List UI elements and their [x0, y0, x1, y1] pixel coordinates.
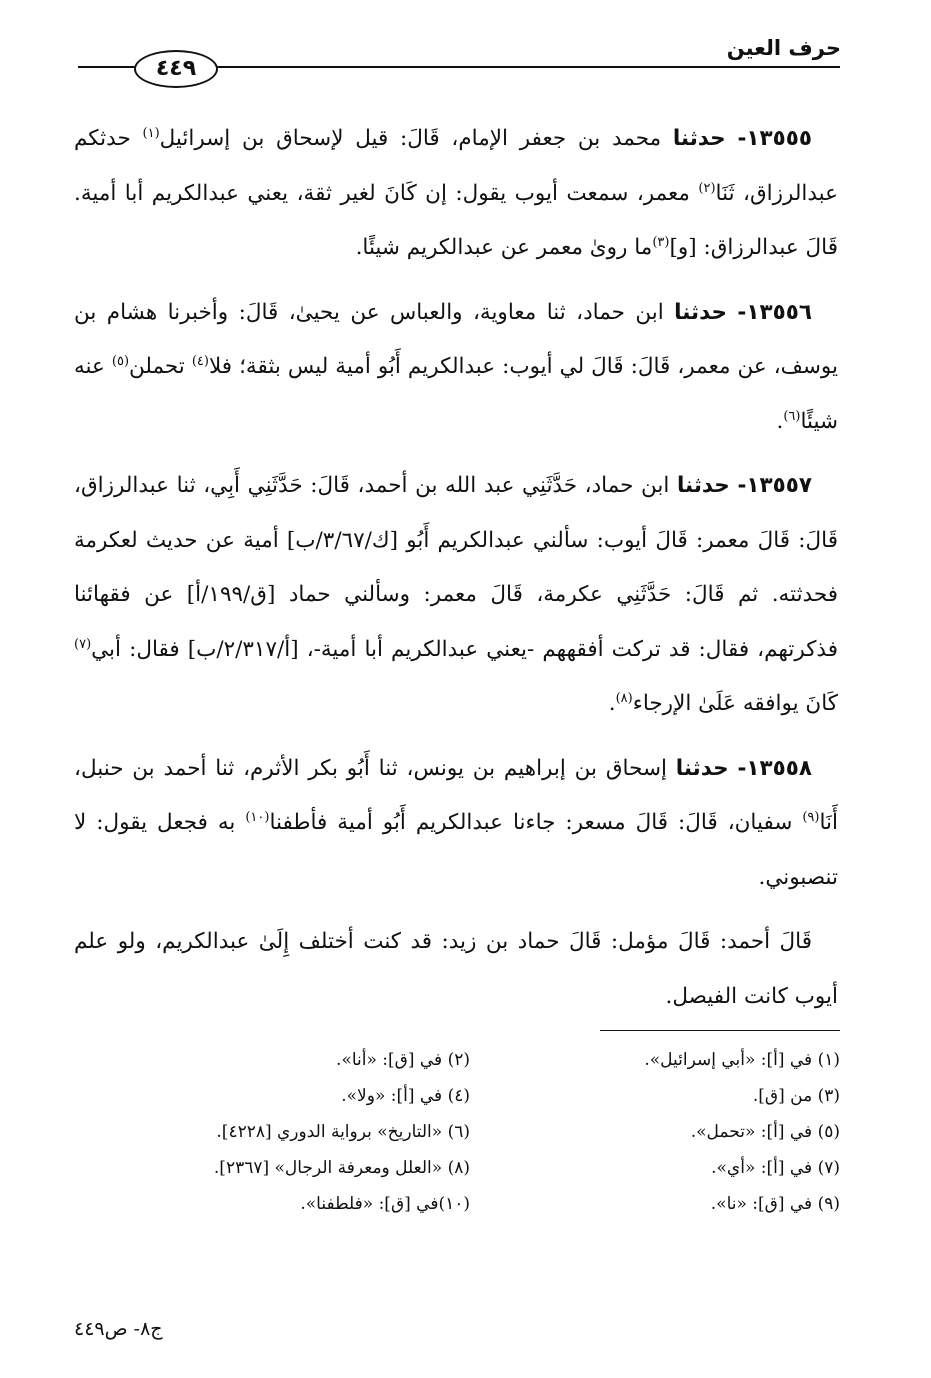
text-segment: حدثكم عبدالرزاق، ثَنَا	[74, 126, 838, 206]
text-segment: قَالَ أحمد: قَالَ مؤمل: قَالَ حماد بن زيد: قد كنت أختلف إِلَىٰ عبدالكريم، ولو علم أيوب كانت الفيصل.	[74, 929, 838, 1009]
footnote-ref[interactable]: (٣)	[652, 234, 670, 250]
footnote-ref[interactable]: (١)	[142, 125, 160, 141]
footnote-ref[interactable]: (٧)	[74, 636, 92, 652]
hadith-paragraph	[74, 286, 838, 450]
page-header	[0, 0, 931, 100]
main-text	[74, 112, 838, 1034]
text-segment: .	[608, 691, 616, 716]
hadith-number: ١٣٥٥٧-	[737, 473, 812, 498]
hadith-number: ١٣٥٥٥-	[737, 126, 812, 151]
hadith-paragraph	[74, 742, 838, 906]
hadith-paragraph	[74, 459, 838, 732]
footnote-ref[interactable]: (٤)	[191, 353, 209, 369]
hadith-number: ١٣٥٥٦-	[737, 299, 812, 325]
footnote-item: (١) في [أ]: «أبي إسرائيل».	[644, 1050, 840, 1070]
footnote-item: (٨) «العلل ومعرفة الرجال» [٢٣٦٧].	[213, 1158, 470, 1178]
text-segment: كَانَ يوافقه عَلَىٰ الإرجاء	[632, 691, 838, 716]
footnote-ref[interactable]: (٦)	[783, 408, 801, 424]
text-segment: به فجعل يقول: لا تنصبوني.	[74, 810, 838, 890]
footnote-ref[interactable]: (٨)	[615, 690, 633, 706]
text-segment: إسحاق بن إبراهيم بن يونس، ثنا أَبُو بكر الأثرم، ثنا أحمد بن حنبل، أَنَا	[74, 755, 838, 835]
footnote-ref[interactable]: (٥)	[111, 353, 130, 369]
footnote-rule	[600, 1030, 840, 1031]
hadith-keyword: حدثنا	[674, 299, 727, 325]
footnote-item: (٤) في [أ]: «ولا».	[341, 1086, 470, 1106]
page-number-badge: ٤٤٩	[134, 50, 218, 88]
text-segment: .	[776, 408, 784, 434]
footnote-item: (٩) في [ق]: «نا».	[710, 1194, 840, 1214]
hadith-paragraph	[74, 112, 838, 276]
footnote-item: (٣) من [ق].	[752, 1086, 840, 1106]
footnote-item: (٦) «التاريخ» برواية الدوري [٤٢٢٨].	[216, 1122, 470, 1142]
text-segment: سفيان، قَالَ: قَالَ مسعر: جاءنا عبدالكريم أَبُو أمية فأطفنا	[269, 810, 803, 835]
hadith-keyword: حدثنا	[675, 755, 729, 781]
footnote-item: (٥) في [أ]: «تحمل».	[690, 1122, 840, 1142]
hadith-number: ١٣٥٥٨-	[737, 755, 812, 781]
footnote-ref[interactable]: (٩)	[802, 809, 820, 825]
footnote-item: (٢) في [ق]: «أنا».	[336, 1050, 470, 1070]
text-segment: ابن حماد، ثنا معاوية، والعباس عن يحيىٰ، قَالَ: وأخبرنا هشام بن يوسف، عن معمر، قَالَ: قَالَ لي أيوب: عبدالكريم أَبُو أمية ليس بثقة؛ فلا	[74, 299, 838, 379]
text-segment: تحملن	[129, 354, 192, 379]
hadith-keyword: حدثنا	[676, 473, 730, 498]
footnotes	[130, 1044, 840, 1220]
text-segment: محمد بن جعفر الإمام، قَالَ: قيل لإسحاق بن إسرائيل	[159, 126, 673, 151]
footnote-ref[interactable]: (٢)	[698, 180, 716, 196]
text-segment: عنه شيئًا	[74, 354, 838, 434]
chapter-title: حرف العين	[726, 36, 841, 60]
text-segment: معمر، سمعت أيوب يقول: إن كَانَ لغير ثقة، يعني عبدالكريم أبا أمية. قَالَ عبدالرزاق: [و]	[74, 180, 838, 260]
volume-page-footer: ج٨- ص٤٤٩	[74, 1318, 163, 1340]
text-segment: ابن حماد، حَدَّثَنِي عبد الله بن أحمد، قَالَ: حَدَّثَنِي أَبِي، ثنا عبدالرزاق، قَالَ: قَالَ معمر: قَالَ أيوب: سألني عبدالكريم أَبُو [ك/٣/٦٧/ب] أمية عن حديث لعكرمة فحدثته. ثم قَالَ: حَدَّثَنِي عكرمة، قَالَ معمر: وسألني حماد [ق/١٩٩/أ] عن فقهائنا فذكرتهم، فقال: قد تركت أفقههم -يعني عبدالكريم أبا أمية-، [أ/٢/٣١٧/ب] فقال: أبي	[74, 473, 838, 662]
footnote-item: (١٠)في [ق]: «فلطفنا».	[300, 1194, 470, 1214]
footnote-ref[interactable]: (١٠)	[245, 809, 270, 825]
hadith-keyword: حدثنا	[672, 126, 726, 151]
text-segment: ما روىٰ معمر عن عبدالكريم شيئًا.	[355, 235, 653, 260]
hadith-paragraph	[74, 915, 838, 1024]
footnote-item: (٧) في [أ]: «أي».	[711, 1158, 840, 1178]
